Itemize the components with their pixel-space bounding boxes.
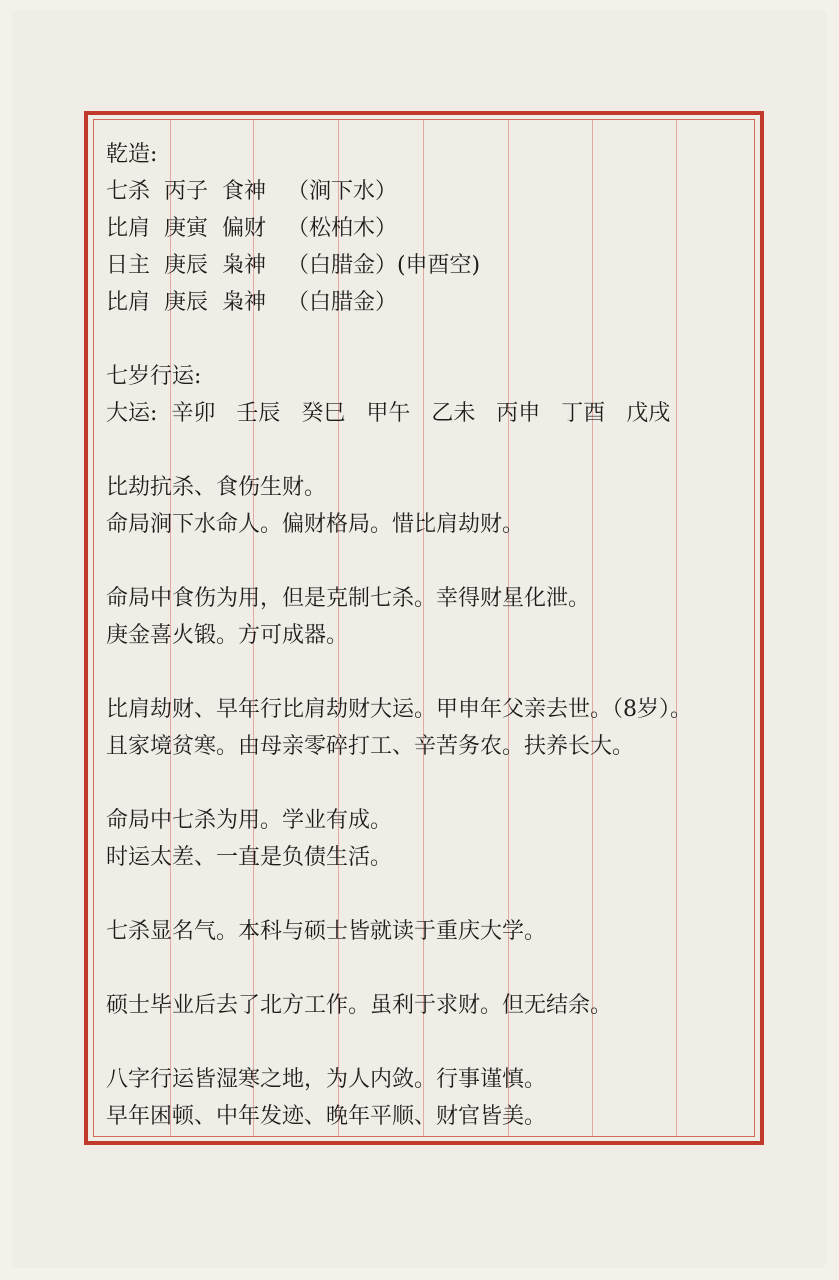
chart-title: 乾造: xyxy=(106,142,158,167)
paragraph-line: 命局中食伤为用，但是克制七杀。幸得财星化泄。 xyxy=(106,586,591,611)
paragraph-line: 庚金喜火锻。方可成器。 xyxy=(106,623,349,648)
paragraph-line: 时运太差、一直是负债生活。 xyxy=(106,845,393,870)
pillar-line: 七杀 丙子 食神 （涧下水） xyxy=(106,179,397,204)
luck-cycles: 大运: 辛卯 壬辰 癸巳 甲午 乙未 丙申 丁酉 戊戌 xyxy=(106,401,671,426)
pillar-line: 日主 庚辰 枭神 （白腊金）(申酉空) xyxy=(106,253,481,278)
luck-start: 七岁行运: xyxy=(106,364,202,389)
paragraph-line: 比肩劫财、早年行比肩劫财大运。甲申年父亲去世。（8岁）。 xyxy=(106,697,692,722)
paragraph-line: 早年困顿、中年发迹、晚年平顺、财官皆美。 xyxy=(106,1104,547,1129)
paragraph-line: 命局涧下水命人。偏财格局。惜比肩劫财。 xyxy=(106,512,525,537)
paragraph-line: 硕士毕业后去了北方工作。虽利于求财。但无结余。 xyxy=(106,993,613,1018)
document-body xyxy=(106,136,806,1135)
pillar-line: 比肩 庚寅 偏财 （松柏木） xyxy=(106,216,397,241)
paragraph-line: 七杀显名气。本科与硕士皆就读于重庆大学。 xyxy=(106,919,547,944)
paragraph-line: 八字行运皆湿寒之地，为人内敛。行事谨慎。 xyxy=(106,1067,547,1092)
pillar-line: 比肩 庚辰 枭神 （白腊金） xyxy=(106,290,397,315)
paragraph-line: 比劫抗杀、食伤生财。 xyxy=(106,475,327,500)
paragraph-line: 命局中七杀为用。学业有成。 xyxy=(106,808,393,833)
paragraph-line: 且家境贫寒。由母亲零碎打工、辛苦务农。扶养长大。 xyxy=(106,734,635,759)
